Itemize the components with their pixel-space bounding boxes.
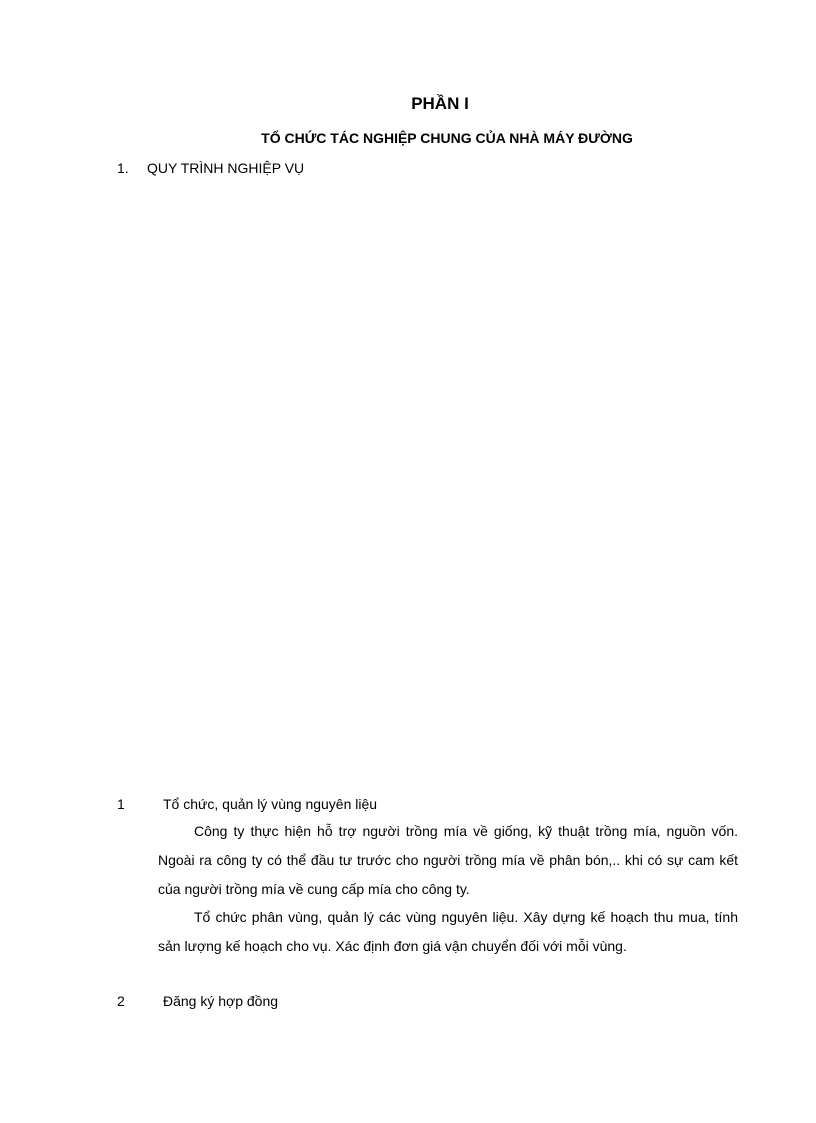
page-title: PHẦN I xyxy=(411,94,469,113)
page-subtitle: TỔ CHỨC TÁC NGHIỆP CHUNG CỦA NHÀ MÁY ĐƯỜNG xyxy=(261,130,633,146)
blank-diagram-area xyxy=(117,190,737,780)
paragraph: Tổ chức phân vùng, quản lý các vùng nguyên liệu. Xây dựng kế hoạch thu mua, tính sản lượng kế hoạch cho vụ. Xác định đơn giá vận chuyển đối với mỗi vùng. xyxy=(158,909,738,954)
section-number: 1. xyxy=(117,160,129,176)
item-number: 1 xyxy=(117,796,125,812)
section-heading xyxy=(117,160,304,176)
item-number: 2 xyxy=(117,993,125,1009)
paragraph: Công ty thực hiện hỗ trợ người trồng mía về giống, kỹ thuật trồng mía, nguồn vốn. Ngoài ra công ty có thể đầu tư trước cho người trồng mía về phân bón,.. khi có sự cam kết của người trồng mía về cung cấp mía cho công ty. xyxy=(158,823,738,897)
item-heading xyxy=(117,796,377,812)
section-title: QUY TRÌNH NGHIỆP VỤ xyxy=(147,160,305,176)
item-title: Tổ chức, quản lý vùng nguyên liệu xyxy=(163,796,378,812)
item-heading xyxy=(117,993,278,1009)
item-title: Đăng ký hợp đồng xyxy=(163,993,279,1009)
